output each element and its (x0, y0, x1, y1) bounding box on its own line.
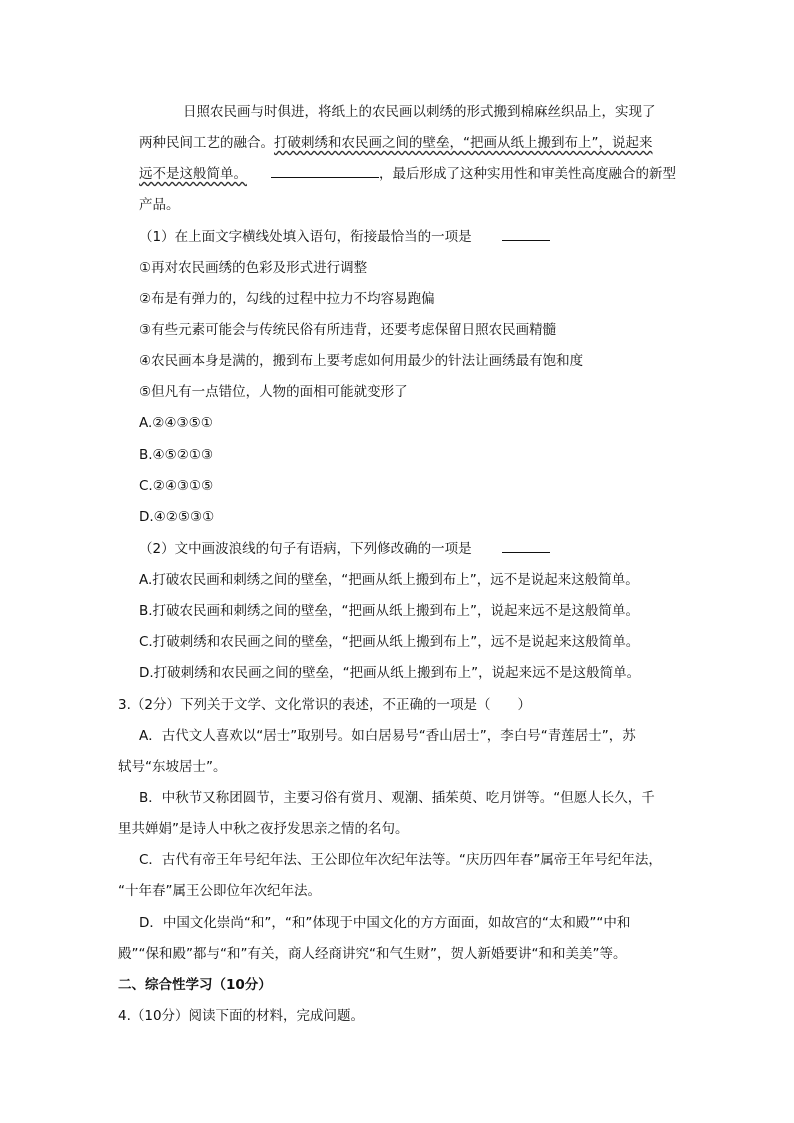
q1-item-4: ④农民画本身是满的，搬到布上要考虑如何用最少的针法让画绣最有饱和度 (139, 353, 584, 369)
wavy-sentence-part-1: 打破刺绣和农民画之间的壁垒，“把画从纸上搬到布上”，说起来 (274, 135, 653, 151)
q2-prompt-text: （2）文中画波浪线的句子有语病，下列修改确的一项是 (139, 541, 472, 557)
q1-prompt-text: （1）在上面文字横线处填入语句，衔接最恰当的一项是 (139, 229, 472, 245)
passage-line-4: 产品。 (139, 197, 180, 213)
section-heading: 二、综合性学习（10分） (118, 977, 272, 993)
q1-item-3: ③有些元素可能会与传统民俗有所违背，还要考虑保留日照农民画精髓 (139, 322, 557, 338)
passage-line-2-plain: 两种民间工艺的融合。 (139, 135, 274, 151)
q2-option-c[interactable]: C.打破刺绣和农民画之间的壁垒，“把画从纸上搬到布上”，远不是说起来这般简单。 (139, 634, 640, 650)
q1-item-2: ②布是有弹力的，勾线的过程中拉力不均容易跑偏 (139, 291, 435, 307)
q2-answer-blank[interactable] (502, 552, 550, 553)
q3-option-c-line-2: “十年春”属王公即位年次纪年法。 (118, 883, 321, 899)
q1-item-1: ①再对农民画绣的色彩及形式进行调整 (139, 260, 368, 276)
q2-option-b[interactable]: B.打破农民画和刺绣之间的壁垒，“把画从纸上搬到布上”，说起来远不是这般简单。 (139, 603, 640, 619)
wavy-sentence-part-2: 远不是这般简单。 (139, 166, 247, 182)
passage-line-1: 日照农民画与时俱进，将纸上的农民画以刺绣的形式搬到棉麻丝织品上，实现了 (183, 104, 656, 120)
q3-stem: 3.（2分）下列关于文学、文化常识的表述，不正确的一项是（ ） (118, 697, 531, 713)
passage-fill-blank[interactable] (271, 177, 379, 178)
passage-line-3 (139, 164, 676, 184)
q2-option-a[interactable]: A.打破农民画和刺绣之间的壁垒，“把画从纸上搬到布上”，远不是说起来这般简单。 (139, 572, 639, 588)
q1-option-a[interactable]: A.②④③⑤① (139, 415, 213, 431)
q2-option-d[interactable]: D.打破刺绣和农民画之间的壁垒，“把画从纸上搬到布上”，说起来远不是这般简单。 (139, 665, 641, 681)
q3-option-b-line-1[interactable]: B．中秋节又称团圆节，主要习俗有赏月、观潮、插茱萸、吃月饼等。“但愿人长久，千 (139, 790, 655, 806)
q3-option-a-line-1[interactable]: A．古代文人喜欢以“居士”取别号。如白居易号“香山居士”，李白号“青莲居士”，苏 (139, 728, 636, 744)
q1-prompt (139, 227, 550, 247)
q1-option-b[interactable]: B.④⑤②①③ (139, 447, 214, 463)
passage-line-2 (139, 133, 653, 153)
q3-option-c-line-1[interactable]: C．古代有帝王年号纪年法、王公即位年次纪年法等。“庆历四年春”属帝王年号纪年法， (139, 852, 662, 868)
q1-option-c[interactable]: C.②④③①⑤ (139, 478, 214, 494)
q1-option-d[interactable]: D.④②⑤③① (139, 509, 215, 525)
q2-prompt (139, 539, 550, 559)
passage-line-3-after: ，最后形成了这种实用性和审美性高度融合的新型 (379, 166, 676, 182)
q3-option-b-line-2: 里共婵娟”是诗人中秋之夜抒发思亲之情的名句。 (118, 821, 409, 837)
q3-option-a-line-2: 轼号“东坡居士”。 (118, 759, 227, 775)
q3-option-d-line-1[interactable]: D．中国文化崇尚“和”，“和”体现于中国文化的方方面面，如故宫的“太和殿”“中和 (139, 915, 631, 931)
q3-option-d-line-2: 殿”“保和殿”都与“和”有关，商人经商讲究“和气生财”，贺人新婚要讲“和和美美”等。 (118, 946, 627, 962)
q1-item-5: ⑤但凡有一点错位，人物的面相可能就变形了 (139, 384, 408, 400)
q1-answer-blank[interactable] (502, 240, 550, 241)
q4-stem: 4.（10分）阅读下面的材料，完成问题。 (118, 1008, 365, 1024)
